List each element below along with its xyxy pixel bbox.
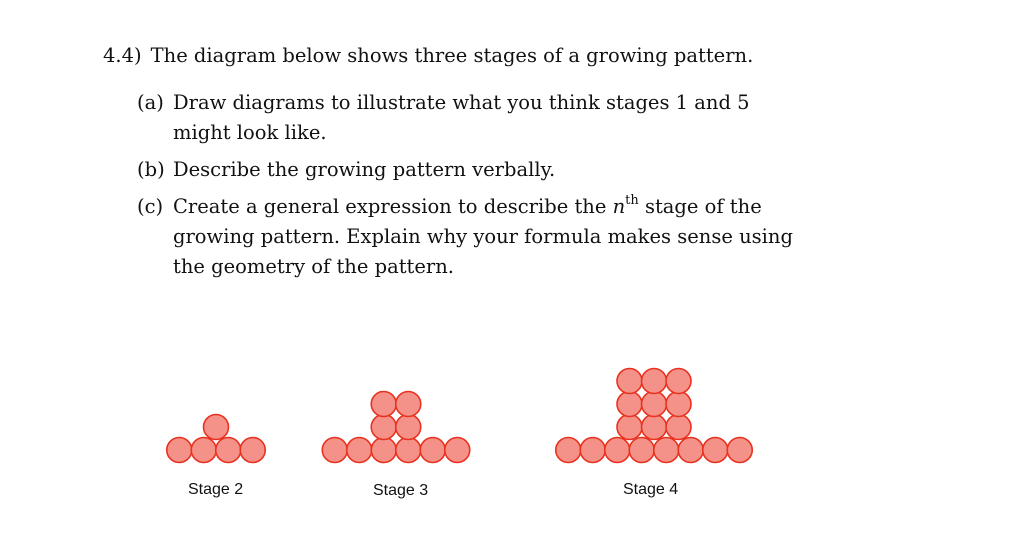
stage-4-bottom-circle [605, 438, 630, 463]
stage-2-bottom-circle [167, 438, 192, 463]
stage-4-bottom-circle [654, 438, 679, 463]
part-c-label: (c) [137, 195, 164, 218]
stage-2-stack-circle [204, 415, 229, 440]
stage-4-bottom-circle [678, 438, 703, 463]
part-b [137, 155, 837, 185]
n-variable: n [612, 195, 626, 218]
stage-3-bottom-circle [420, 438, 445, 463]
stage-3-bottom-circle [371, 438, 396, 463]
part-c-text-before: Create a general expression to describe the [173, 195, 613, 218]
stage-4-stack-circle [617, 392, 642, 417]
part-b-label: (b) [137, 158, 165, 181]
stage-2-circles [167, 415, 266, 463]
th-superscript: th [625, 193, 639, 208]
stage-3-circles [322, 392, 470, 463]
stage-4-circles [556, 369, 753, 463]
stage-3-stack-circle [396, 392, 421, 417]
part-a [137, 88, 837, 148]
stage-4-stack-circle [617, 415, 642, 440]
stage-3-bottom-circle [445, 438, 470, 463]
part-c-text-after: stage of the [638, 195, 762, 218]
part-c-line-1 [173, 192, 837, 222]
stage-4-bottom-circle [727, 438, 752, 463]
stage-4-stack-circle [666, 392, 691, 417]
stage-2-bottom-circle [240, 438, 265, 463]
stage-4-label: Stage 4 [623, 481, 679, 498]
stage-3-stack-circle [371, 392, 396, 417]
part-c [137, 192, 837, 282]
stage-4-bottom-circle [580, 438, 605, 463]
stage-4-stack-circle [642, 415, 667, 440]
part-b-line-1: Describe the growing pattern verbally. [173, 158, 556, 181]
stage-4-stack-circle [666, 415, 691, 440]
stage-4-bottom-circle [703, 438, 728, 463]
stage-4-bottom-circle [629, 438, 654, 463]
part-a-text [173, 88, 837, 148]
stage-2-bottom-circle [216, 438, 241, 463]
problem-text: The diagram below shows three stages of a growing pattern. [150, 44, 754, 67]
part-a-line-1: Draw diagrams to illustrate what you think stages 1 and 5 [173, 91, 750, 114]
part-c-line-3: the geometry of the pattern. [173, 255, 454, 278]
part-c-text [173, 192, 837, 282]
problem-statement [103, 44, 753, 67]
part-c-line-2: growing pattern. Explain why your formula makes sense using [173, 225, 793, 248]
part-a-line-2: might look like. [173, 121, 327, 144]
stage-4-stack-circle [666, 369, 691, 394]
growing-pattern-figure [0, 340, 1024, 560]
stage-3-bottom-circle [347, 438, 372, 463]
stage-3-stack-circle [396, 415, 421, 440]
stage-4-stack-circle [642, 392, 667, 417]
stage-2-bottom-circle [191, 438, 216, 463]
stage-3-bottom-circle [322, 438, 347, 463]
problem-number: 4.4) [103, 44, 142, 67]
stage-3-bottom-circle [396, 438, 421, 463]
stage-3-stack-circle [371, 415, 396, 440]
pattern-diagram [0, 340, 1024, 560]
stage-3-label: Stage 3 [373, 482, 429, 499]
part-a-label: (a) [137, 91, 164, 114]
question-parts [137, 88, 837, 289]
stage-4-bottom-circle [556, 438, 581, 463]
part-b-text [173, 155, 837, 185]
stage-4-stack-circle [642, 369, 667, 394]
stage-2-label: Stage 2 [188, 481, 244, 498]
stage-4-stack-circle [617, 369, 642, 394]
